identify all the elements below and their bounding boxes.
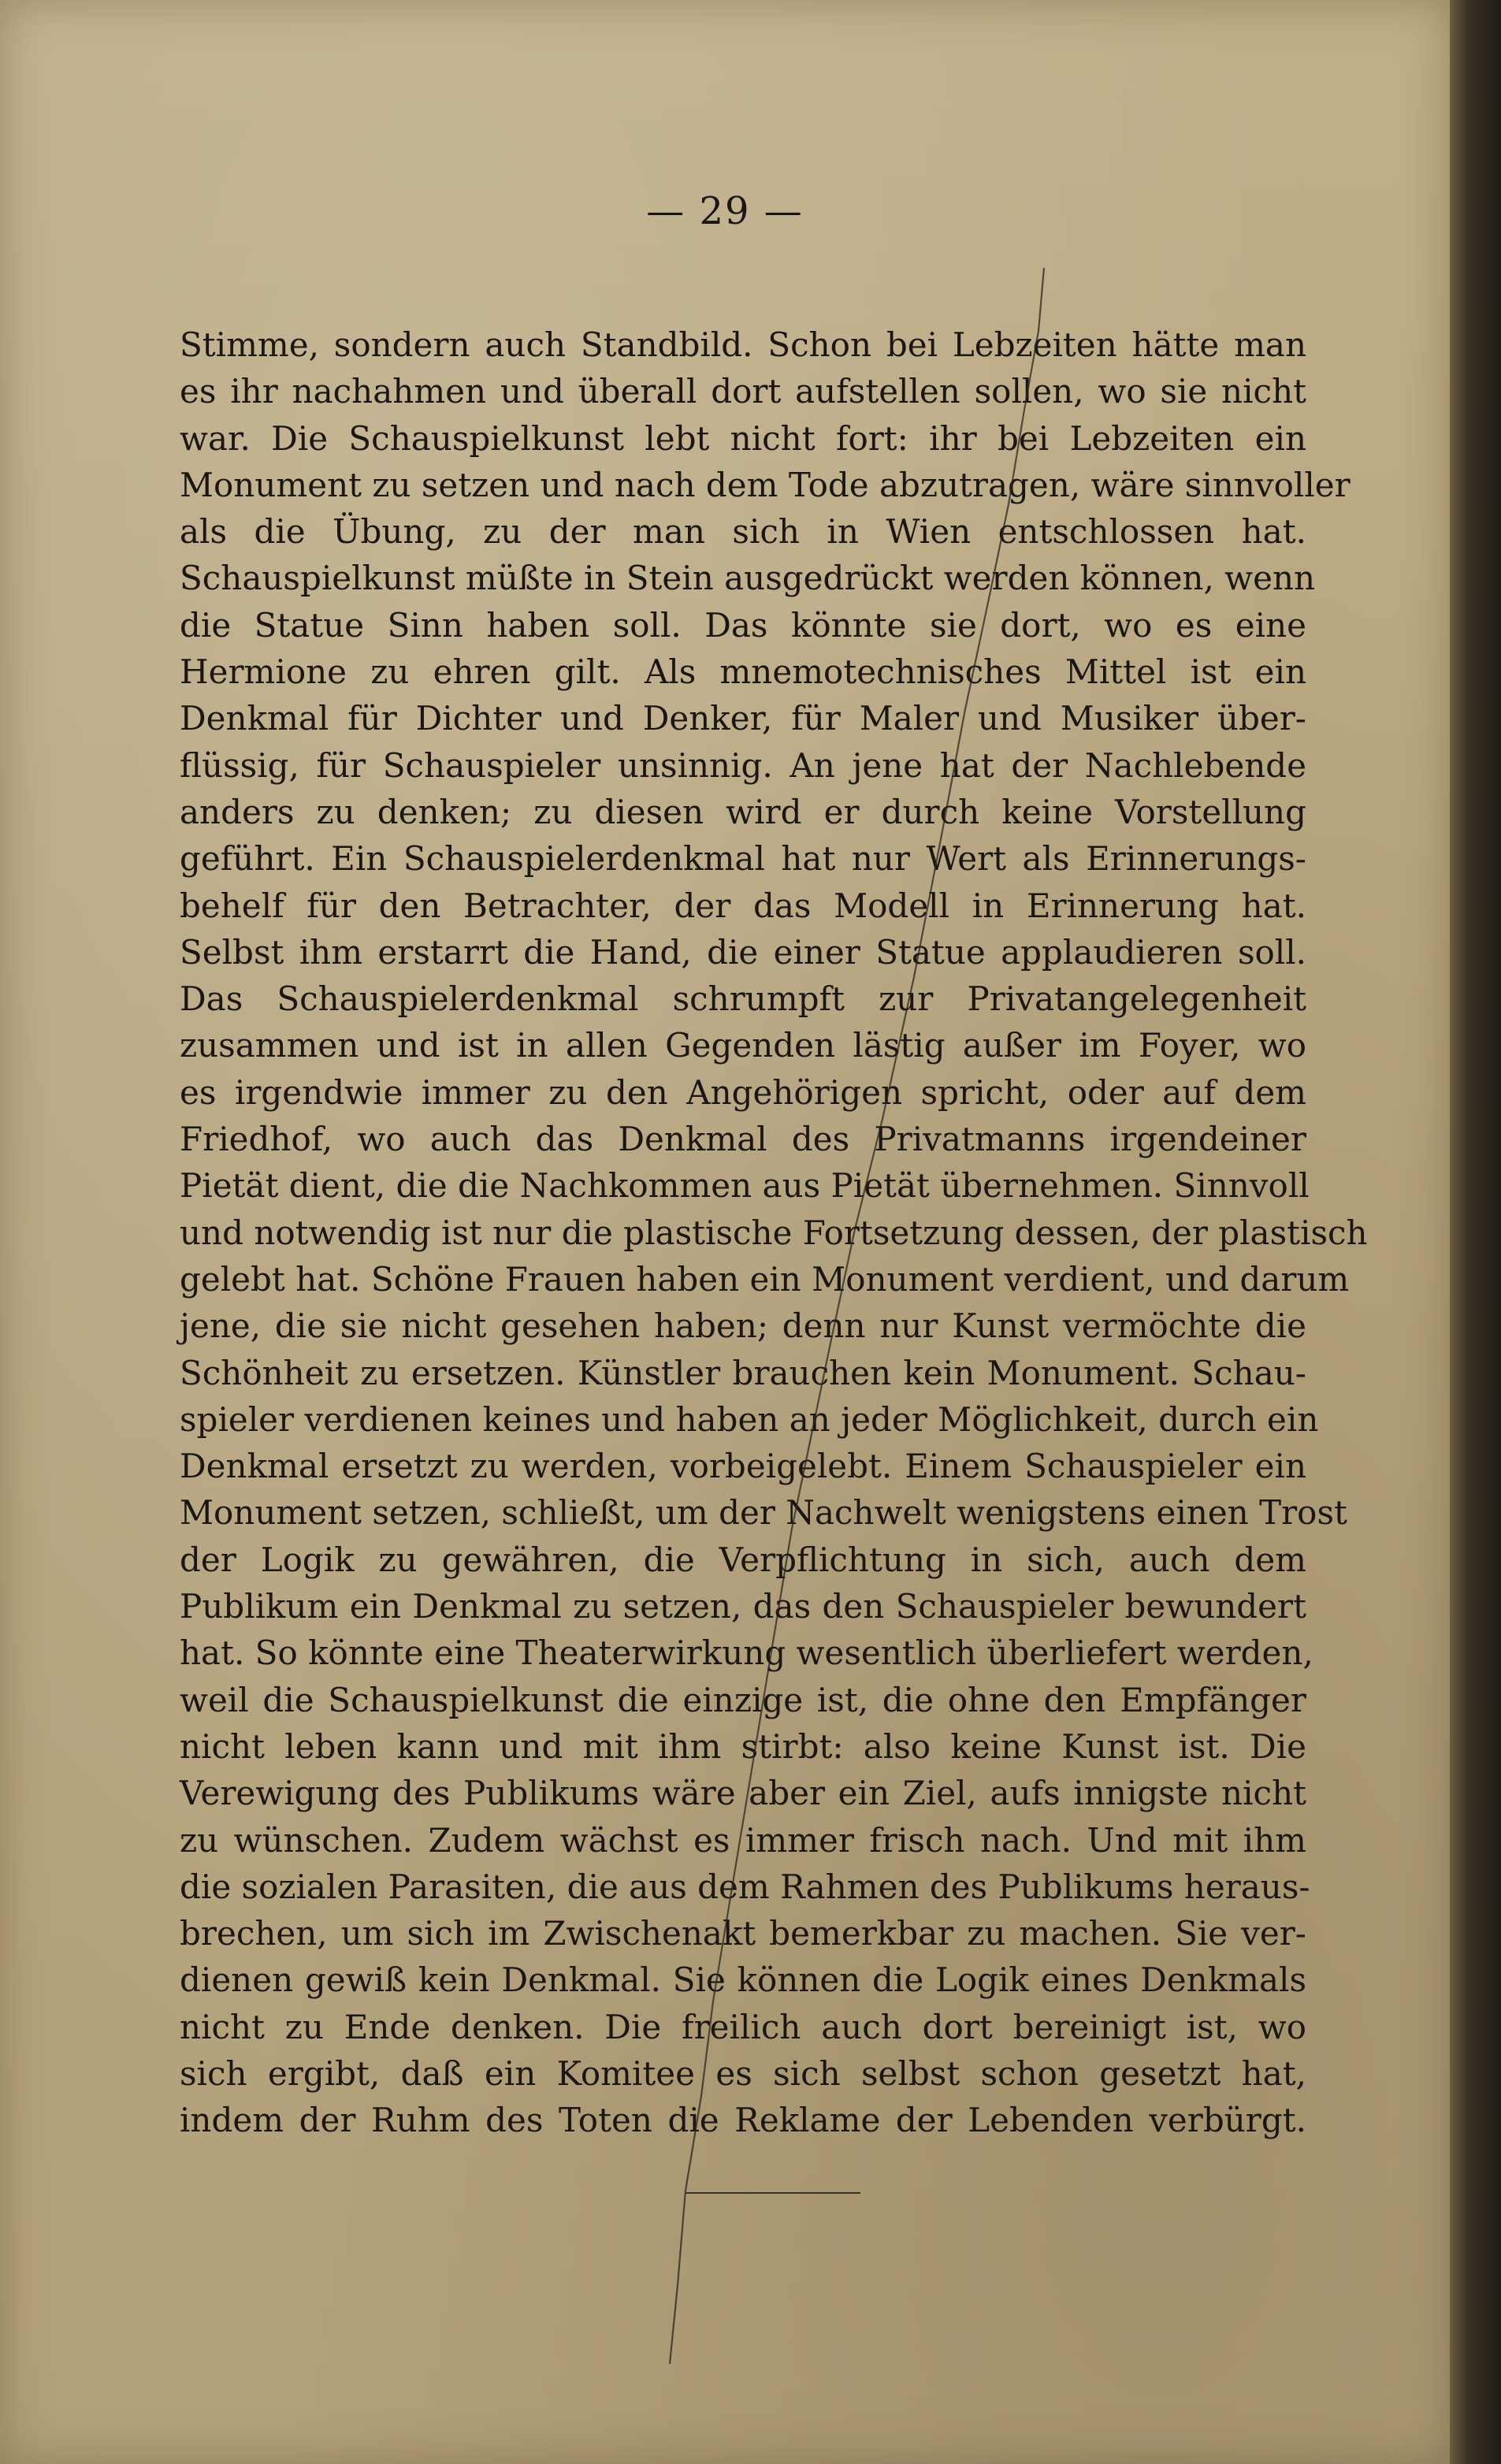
text-line: spieler verdienen keines und haben an jeder Möglichkeit, durch ein (180, 1399, 1319, 1439)
page-number: — 29 — (646, 189, 804, 233)
text-line: geführt. Ein Schauspielerdenkmal hat nur Wert als Erinnerungs- (180, 839, 1306, 879)
text-line: weil die Schauspielkunst die einzige ist, die ohne den Empfänger (180, 1680, 1306, 1719)
text-line: Schauspielkunst müßte in Stein ausgedrückt werden können, wenn (180, 559, 1316, 598)
text-line: Stimme, sondern auch Standbild. Schon bei Lebzeiten hätte man (180, 325, 1306, 364)
text-line: Das Schauspielerdenkmal schrumpft zur Privatangelegenheit (180, 979, 1306, 1019)
text-line: Monument zu setzen und nach dem Tode abzutragen, wäre sinnvoller (180, 465, 1351, 504)
text-line: es irgendwie immer zu den Angehörigen spricht, oder auf dem (180, 1072, 1306, 1112)
text-line: indem der Ruhm des Toten die Reklame der Lebenden verbürgt. (180, 2101, 1306, 2140)
text-line: Schönheit zu ersetzen. Künstler brauchen kein Monument. Schau- (180, 1353, 1306, 1392)
text-line: als die Übung, zu der man sich in Wien entschlossen hat. (180, 512, 1306, 552)
text-line: dienen gewiß kein Denkmal. Sie können die Logik eines Denkmals (180, 1960, 1306, 2000)
text-line: Selbst ihm erstarrt die Hand, die einer Statue applaudieren soll. (180, 932, 1306, 972)
text-line: zusammen und ist in allen Gegenden lästig außer im Foyer, wo (180, 1026, 1306, 1065)
text-line: der Logik zu gewähren, die Verpflichtung in sich, auch dem (180, 1540, 1306, 1579)
text-line: Denkmal für Dichter und Denker, für Maler und Musiker über- (180, 699, 1306, 738)
text-line: anders zu denken; zu diesen wird er durch keine Vorstellung (180, 792, 1306, 831)
text-line: behelf für den Betrachter, der das Modell in Erinnerung hat. (180, 886, 1306, 925)
text-line: Hermione zu ehren gilt. Als mnemotechnisches Mittel ist ein (180, 652, 1306, 692)
text-line: jene, die sie nicht gesehen haben; denn nur Kunst vermöchte die (180, 1306, 1306, 1346)
text-line: Friedhof, wo auch das Denkmal des Privatmanns irgendeiner (180, 1120, 1306, 1159)
text-line: und notwendig ist nur die plastische Fortsetzung dessen, der plastisch (180, 1213, 1368, 1252)
text-line: es ihr nachahmen und überall dort aufstellen sollen, wo sie nicht (180, 372, 1306, 411)
text-line: war. Die Schauspielkunst lebt nicht fort: ihr bei Lebzeiten ein (180, 418, 1306, 458)
body-text (180, 321, 1368, 2144)
text-line: die sozialen Parasiten, die aus dem Rahmen des Publikums heraus- (180, 1867, 1310, 1906)
text-line: Publikum ein Denkmal zu setzen, das den Schauspieler bewundert (180, 1587, 1306, 1626)
text-line: Denkmal ersetzt zu werden, vorbeigelebt. Einem Schauspieler ein (180, 1447, 1306, 1486)
text-line: Monument setzen, schließt, um der Nachwelt wenigstens einen Trost (180, 1493, 1347, 1533)
text-line: Pietät dient, die die Nachkommen aus Pietät übernehmen. Sinnvoll (180, 1166, 1310, 1206)
text-line: die Statue Sinn haben soll. Das könnte sie dort, wo es eine (180, 605, 1306, 645)
text-line: hat. So könnte eine Theaterwirkung wesentlich überliefert werden, (180, 1633, 1313, 1673)
end-rule (685, 2192, 860, 2194)
text-line: flüssig, für Schauspieler unsinnig. An jene hat der Nachlebende (180, 745, 1306, 785)
text-line: zu wünschen. Zudem wächst es immer frisch nach. Und mit ihm (180, 1820, 1306, 1860)
text-line: Verewigung des Publikums wäre aber ein Ziel, aufs innigste nicht (180, 1774, 1306, 1813)
text-line: sich ergibt, daß ein Komitee es sich selbst schon gesetzt hat, (180, 2053, 1306, 2093)
text-line: brechen, um sich im Zwischenakt bemerkbar zu machen. Sie ver- (180, 1914, 1306, 1953)
text-line: gelebt hat. Schöne Frauen haben ein Monument verdient, und darum (180, 1259, 1350, 1299)
book-spine-edge (1450, 0, 1501, 2464)
text-line: nicht zu Ende denken. Die freilich auch dort bereinigt ist, wo (180, 2007, 1306, 2046)
text-line: nicht leben kann und mit ihm stirbt: also keine Kunst ist. Die (180, 1726, 1306, 1766)
